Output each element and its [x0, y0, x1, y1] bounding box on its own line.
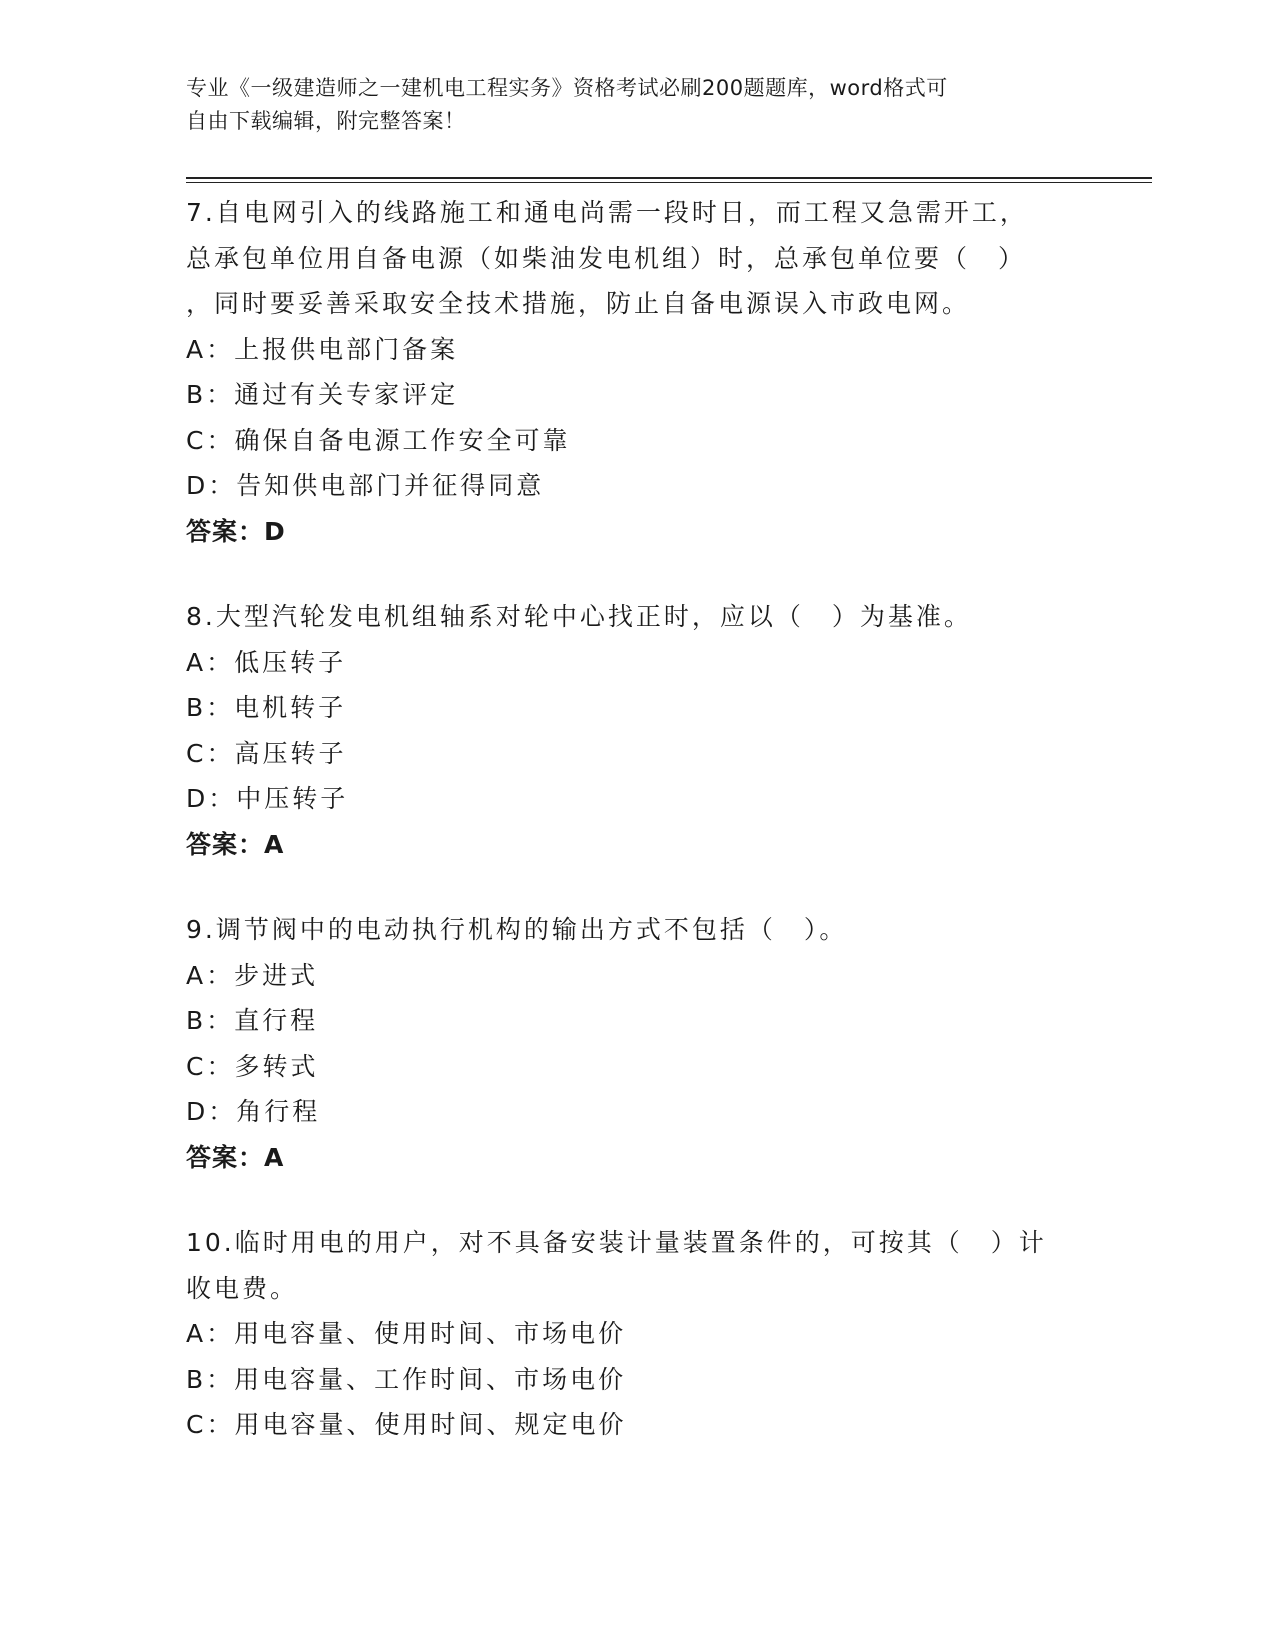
option-d: D：中压转子	[186, 784, 349, 813]
option-b: B：直行程	[186, 1006, 319, 1035]
option-a: A：低压转子	[186, 647, 347, 677]
question-text: 8.大型汽轮发电机组轴系对轮中心找正时，应以（ ）为基准。	[186, 602, 972, 631]
option-d: D：角行程	[186, 1097, 321, 1126]
option-b: B：通过有关专家评定	[186, 380, 459, 409]
header-line-1: 专业《一级建造师之一建机电工程实务》资格考试必刷200题题库，word格式可	[186, 76, 948, 100]
question-text: 9.调节阀中的电动执行机构的输出方式不包括（ ）。	[186, 915, 848, 944]
option-c: C：确保自备电源工作安全可靠	[186, 425, 571, 455]
document-header	[186, 72, 1086, 138]
answer: 答案：D	[186, 516, 286, 546]
question-8	[186, 594, 1086, 867]
question-text: 10.临时用电的用户，对不具备安装计量装置条件的，可按其（ ）计	[186, 1228, 1047, 1257]
option-a: A：上报供电部门备案	[186, 334, 459, 364]
answer: 答案：A	[186, 829, 285, 859]
question-7	[186, 190, 1086, 554]
question-list	[186, 190, 1086, 1488]
option-c: C：多转式	[186, 1051, 319, 1081]
question-text: 收电费。	[186, 1273, 299, 1303]
question-9	[186, 907, 1086, 1180]
answer: 答案：A	[186, 1142, 285, 1172]
question-text: 7.自电网引入的线路施工和通电尚需一段时日，而工程又急需开工，	[186, 198, 1028, 227]
option-d: D：告知供电部门并征得同意	[186, 471, 545, 500]
header-line-2: 自由下载编辑，附完整答案！	[186, 109, 466, 133]
option-a: A：步进式	[186, 960, 319, 990]
question-10	[186, 1220, 1086, 1448]
option-c: C：高压转子	[186, 738, 347, 768]
header-divider-thin	[186, 182, 1152, 183]
option-c: C：用电容量、使用时间、规定电价	[186, 1410, 627, 1439]
question-text: 总承包单位用自备电源（如柴油发电机组）时，总承包单位要（ ）	[186, 243, 1027, 273]
option-b: B：用电容量、工作时间、市场电价	[186, 1364, 627, 1394]
option-a: A：用电容量、使用时间、市场电价	[186, 1319, 627, 1348]
option-b: B：电机转子	[186, 693, 347, 722]
header-divider-thick	[186, 177, 1152, 179]
question-text: ，同时要妥善采取安全技术措施，防止自备电源误入市政电网。	[186, 289, 971, 318]
